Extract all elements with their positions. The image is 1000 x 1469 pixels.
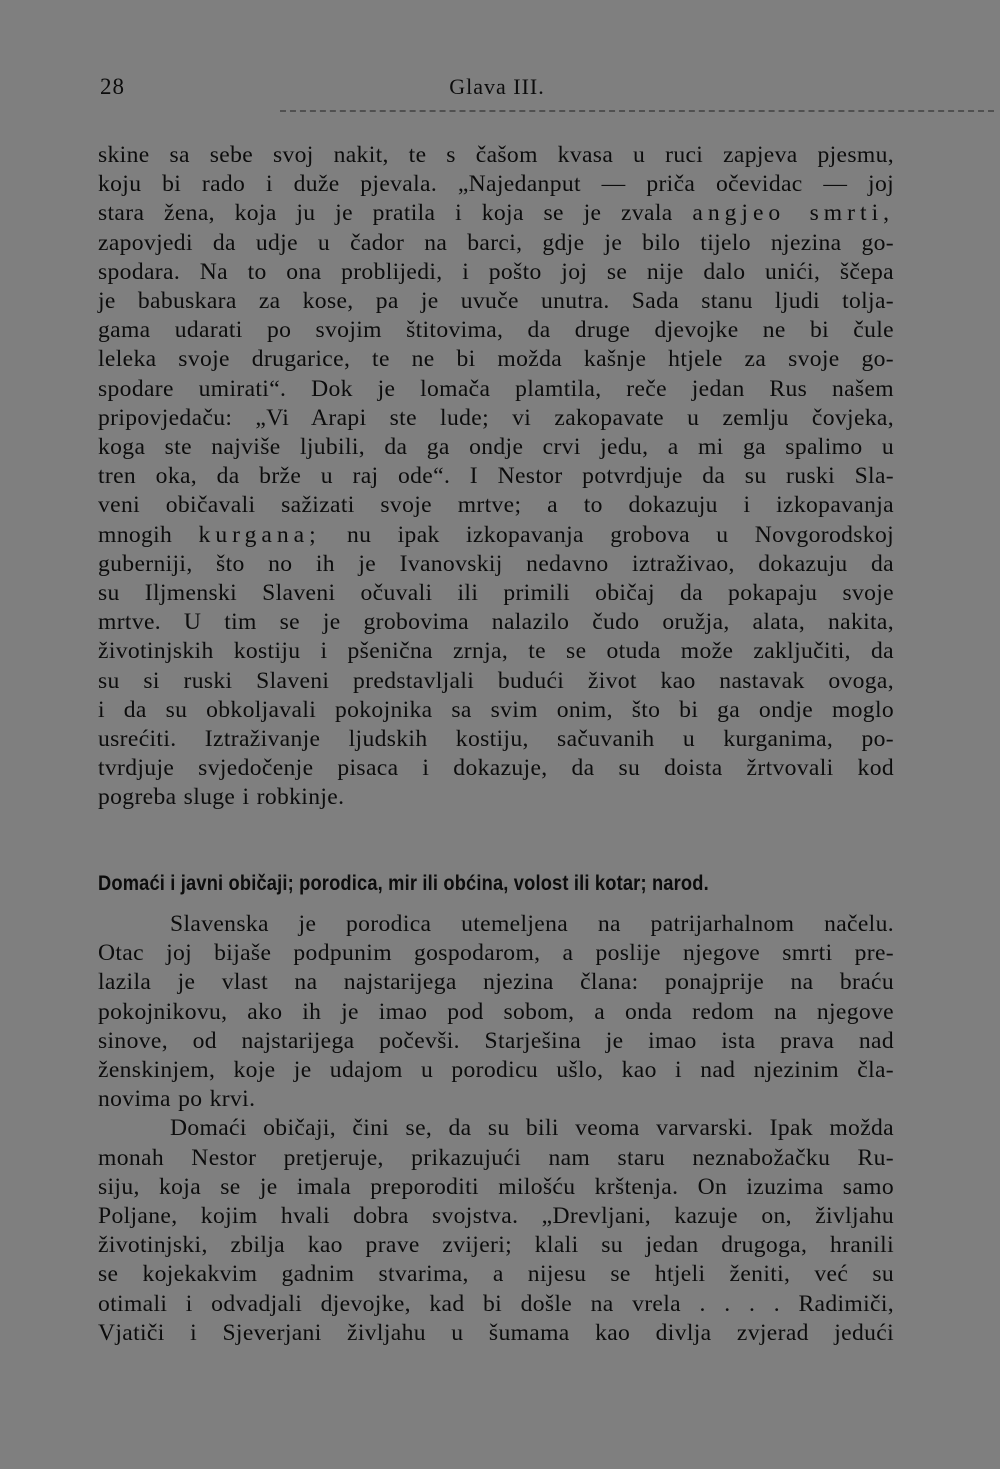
- text-line: su si ruski Slaveni predstavljali budući život kao nastavak ovoga,: [98, 667, 894, 694]
- text-line: mrtve. U tim se je grobovima nalazilo čudo oružja, alata, nakita,: [98, 609, 894, 636]
- text-line: pripovjedaču: „Vi Arapi ste lude; vi zakopavate u zemlju čovjeka,: [98, 404, 894, 431]
- text-line: Domaći običaji, čini se, da su bili veoma varvarski. Ipak možda: [170, 1115, 894, 1142]
- text-line: spodare umirati“. Dok je lomača plamtila, reče jedan Rus našem: [98, 375, 894, 402]
- text-line: koga ste najviše ljubili, da ga ondje crvi jedu, a mi ga spalimo u: [98, 434, 894, 461]
- text-line: koju bi rado i duže pjevala. „Najedanput — priča očevidac — joj: [98, 171, 894, 198]
- text-line: životinjski, zbilja kao prave zvijeri; klali su jedan drugoga, hranili: [98, 1232, 894, 1259]
- paragraph-3-continued: [98, 1144, 894, 1348]
- page-header: [100, 74, 894, 114]
- text-line: je babuskara za kose, pa je uvuče unutra. Sada stanu ljudi tolja-: [98, 288, 894, 315]
- text-line: [98, 521, 894, 550]
- text-line: spodara. Na to ona problijedi, i pošto joj se nije dalo unići, ščepa: [98, 258, 894, 285]
- text-line: i da su obkoljavali pokojnika sa svim onim, što bi ga ondje moglo: [98, 696, 894, 723]
- text-segment: mnogih: [98, 521, 173, 548]
- text-line: siju, koja se je imala preporoditi milošću krštenja. On izuzima samo: [98, 1173, 894, 1200]
- paragraph-2-end: [98, 1085, 894, 1114]
- page-number: 28: [100, 74, 125, 99]
- spaced-emphasis: kurgana;: [198, 521, 321, 548]
- text-line: veni običavali sažizati svoje mrtve; a to dokazuju i izkopavanja: [98, 492, 894, 519]
- text-line: novima po krvi.: [98, 1086, 256, 1113]
- text-line: [98, 199, 894, 228]
- text-line: sinove, od najstarijega počevši. Starješina je imao ista prava nad: [98, 1027, 894, 1054]
- section-body: [98, 910, 894, 1348]
- text-line: monah Nestor pretjeruje, prikazujući nam staru neznabožačku Ru-: [98, 1144, 894, 1171]
- text-line: tren oka, da brže u raj ode“. I Nestor potvrdjuje da su ruski Sla-: [98, 463, 894, 490]
- text-line: gama udarati po svojim štitovima, da druge djevojke ne bi čule: [98, 317, 894, 344]
- text-line: zapovjedi da udje u čador na barci, gdje je bilo tijelo njezina go-: [98, 229, 894, 256]
- section-heading: Domaći i javni običaji; porodica, mir ili obćina, volost ili kotar; narod.: [98, 872, 709, 895]
- text-line: ženskinjem, koje je udajom u porodicu ušlo, kao i nad njezinim čla-: [98, 1057, 894, 1084]
- paragraph-2: [98, 910, 894, 939]
- text-line: guberniji, što no ih je Ivanovskij nedavno iztraživao, dokazuju da: [98, 550, 894, 577]
- paragraph-3: [98, 1114, 894, 1143]
- text-line: usrećiti. Iztraživanje ljudskih kostiju, sačuvanih u kurganima, po-: [98, 726, 894, 753]
- text-line: su Iljmenski Slaveni očuvali ili primili običaj da pokapaju svoje: [98, 580, 894, 607]
- text-line: tvrdjuje svjedočenje pisaca i dokazuje, da su doista žrtvovali kod: [98, 755, 894, 782]
- text-line: Otac joj bijaše podpunim gospodarom, a poslije njegove smrti pre-: [98, 940, 894, 967]
- text-segment: stara žena, koja ju je pratila i koja se je zvala: [98, 200, 673, 227]
- text-line: se kojekakvim gadnim stvarima, a nijesu se htjeli ženiti, već su: [98, 1261, 894, 1288]
- text-line: Slavenska je porodica utemeljena na patrijarhalnom načelu.: [170, 911, 894, 937]
- text-line: leleka svoje drugarice, te ne bi možda kašnje htjele za svoje go-: [98, 346, 894, 373]
- text-line: pokojnikovu, ako ih je imao pod sobom, a onda redom na njegove: [98, 998, 894, 1025]
- text-line: životinjskih kostiju i pšenična zrnja, te se otuda može zaključiti, da: [98, 638, 894, 665]
- text-line: lazila je vlast na najstarijega njezina člana: ponajprije na braću: [98, 969, 894, 996]
- paragraph-1: [98, 141, 894, 813]
- text-line: otimali i odvadjali djevojke, kad bi došle na vrela . . . . Radimiči,: [98, 1290, 894, 1317]
- header-rule: [280, 110, 994, 112]
- text-line: skine sa sebe svoj nakit, te s čašom kvasa u ruci zapjeva pjesmu,: [98, 142, 894, 168]
- spaced-emphasis: angjeo smrti,: [692, 200, 895, 227]
- running-head: Glava III.: [449, 74, 545, 99]
- paragraph-2-continued: [98, 939, 894, 1085]
- text-line: pogreba sluge i robkinje.: [98, 784, 345, 811]
- text-segment: nu ipak izkopavanja grobova u Novgorodskoj: [347, 521, 894, 548]
- text-line: Vjatiči i Sjeverjani življahu u šumama kao divlja zvjerad jedući: [98, 1319, 894, 1346]
- text-line: Poljane, kojim hvali dobra svojstva. „Drevljani, kazuje on, življahu: [98, 1203, 894, 1230]
